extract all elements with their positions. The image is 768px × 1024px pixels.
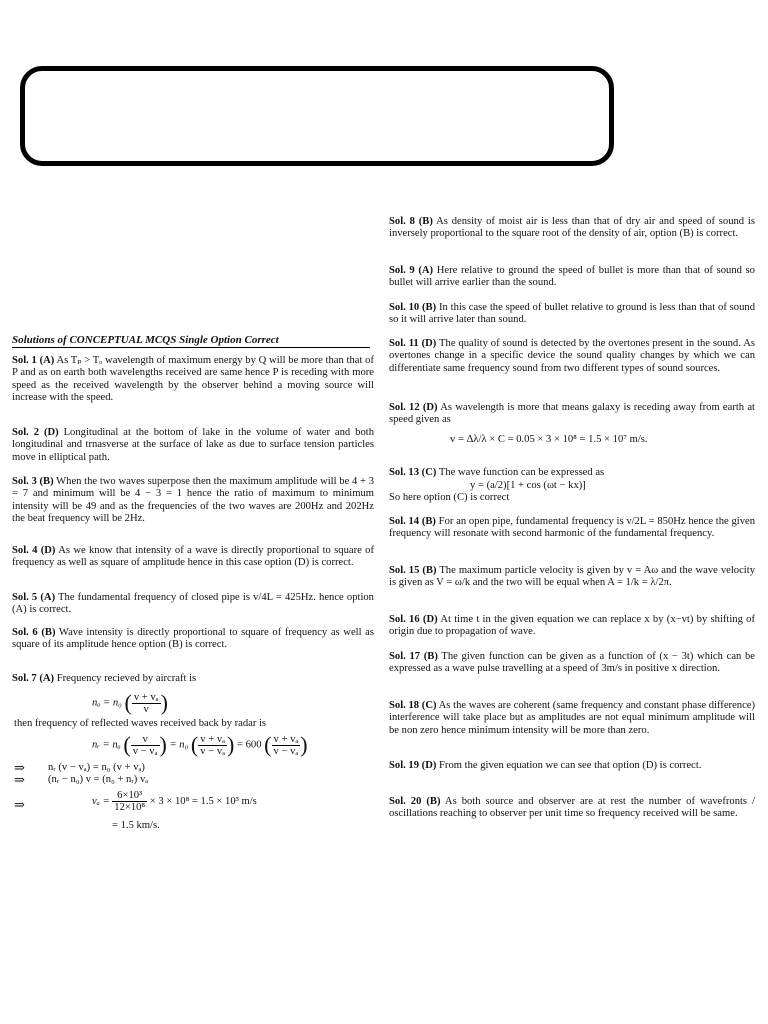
implies-arrow: ⇒ xyxy=(14,760,25,775)
solution-13-conclusion: So here option (C) is correct xyxy=(389,492,510,503)
solution-18: Sol. 18 (C) As the waves are coherent (same frequency and constant phase difference) interference will take place but as amplitudes are not equal minimum amplitude will be non zero hence minimum intensity will be more than zero. xyxy=(389,700,755,736)
solution-9: Sol. 9 (A) Here relative to ground the speed of bullet is more than that of sound so bullet will arrive earlier than the sound. xyxy=(389,265,755,289)
solution-5: Sol. 5 (A) The fundamental frequency of closed pipe is v/4L = 425Hz. hence option (A) is correct. xyxy=(12,592,374,616)
solution-1: Sol. 1 (A) As Tₚ > Tₒ wavelength of maximum energy by Q will be more than that of P and as on earth both wavelengths received are same hence P is receding with more speed as the received wavelength by the observer behind a moving source will increase with the speed. xyxy=(12,355,374,404)
equation-nr: nᵣ = nₐ ( $\frac{v}{\text{v − vₐ}}$ ) = n₀ ( $\frac{\text{v + vₐ}}{\text{v − vₐ}}$ ) = 600 ( $\frac{\text{v + vₐ}}{\text{v − vₐ}}$ ) xyxy=(92,732,308,757)
solution-2: Sol. 2 (D) Longitudinal at the bottom of lake in the volume of water and both longitudinal and trnasverse at the surface of lake as due to surface tension particles move in elliptical path. xyxy=(12,427,374,463)
solution-17: Sol. 17 (B) The given function can be given as a function of (x − 3t) which can be expressed as a wave pulse travelling at a speed of 3m/s in positive x direction. xyxy=(389,651,755,675)
solution-16: Sol. 16 (D) At time t in the given equation we can replace x by (x−vt) by shifting of origin due to propagation of wave. xyxy=(389,614,755,638)
equation-va: vₐ = $\frac{\text{6×10³}}{\text{12×10⁸}}$ × 3 × 10⁸ = 1.5 × 10³ m/s xyxy=(92,790,257,813)
solution-12: Sol. 12 (D) As wavelength is more that means galaxy is receding away from earth at speed given as xyxy=(389,402,755,426)
equation-step-1: nᵣ (v − vₐ) = n₀ (v + vₐ) xyxy=(48,762,145,773)
equation-galaxy-speed: v = Δλ/λ × C = 0.05 × 3 × 10⁸ = 1.5 × 10⁷ m/s. xyxy=(450,434,648,445)
solution-10: Sol. 10 (B) In this case the speed of bullet relative to ground is less than that of sound so it will arrive later than sound. xyxy=(389,302,755,326)
solution-20: Sol. 20 (B) As both source and observer are at rest the number of wavefronts / oscillations reaching to observer per unit time so frequency received will be same. xyxy=(389,796,755,820)
solution-14: Sol. 14 (B) For an open pipe, fundamental frequency is v/2L = 850Hz hence the given frequency will resonate with second harmonic of the fundamental frequency. xyxy=(389,516,755,540)
implies-arrow: ⇒ xyxy=(14,797,25,812)
solution-11: Sol. 11 (D) The quality of sound is detected by the overtones present in the sound. As overtones change in a specific device the sound quality changes by which we can differentiate same frequency sound from two different types of sound sources. xyxy=(389,338,755,374)
solution-13: Sol. 13 (C) The wave function can be expressed as xyxy=(389,467,605,478)
section-heading: Solutions of CONCEPTUAL MCQS Single Option Correct xyxy=(12,334,370,348)
title-box xyxy=(20,66,614,166)
solution-15: Sol. 15 (B) The maximum particle velocity is given by v = Aω and the wave velocity is given as V = ω/k and the two will be equal when A = 1/k = λ/2π. xyxy=(389,565,755,589)
equation-step-2: (nᵣ − n₀) v = (n₀ + nᵣ) vₐ xyxy=(48,774,149,785)
solution-8: Sol. 8 (B) As density of moist air is less than that of dry air and speed of sound is inversely proportional to the square root of the density of air, option (B) is correct. xyxy=(389,216,755,240)
solution-3: Sol. 3 (B) When the two waves superpose then the maximum amplitude will be 4 + 3 = 7 and minimum will be 4 − 3 = 1 hence the ratio of maximum to minimum intensity will be 49 and as the frequencies of the two waves are 200Hz and 202Hz the beat frequency will be 2Hz. xyxy=(12,476,375,525)
equation-result: = 1.5 km/s. xyxy=(112,820,160,831)
solution-19: Sol. 19 (D) From the given equation we can see that option (D) is correct. xyxy=(389,760,702,771)
solution-4: Sol. 4 (D) As we know that intensity of a wave is directly proportional to square of frequency as well as square of amplitude hence in this case option (D) is correct. xyxy=(12,545,374,569)
equation-na: nₐ = n₀ ( $\frac{\text{v + vₐ}}{v}$ ) xyxy=(92,690,168,715)
solution-6: Sol. 6 (B) Wave intensity is directly proportional to square of frequency as well as square of its amplitude hence option (B) is correct. xyxy=(12,627,375,651)
reflected-text: then frequency of reflected waves received back by radar is xyxy=(14,718,267,729)
implies-arrow: ⇒ xyxy=(14,772,25,787)
solution-7: Sol. 7 (A) Frequency recieved by aircraft is xyxy=(12,673,197,684)
equation-wave-function: y = (a/2)[1 + cos (ωt − kx)] xyxy=(470,480,586,491)
